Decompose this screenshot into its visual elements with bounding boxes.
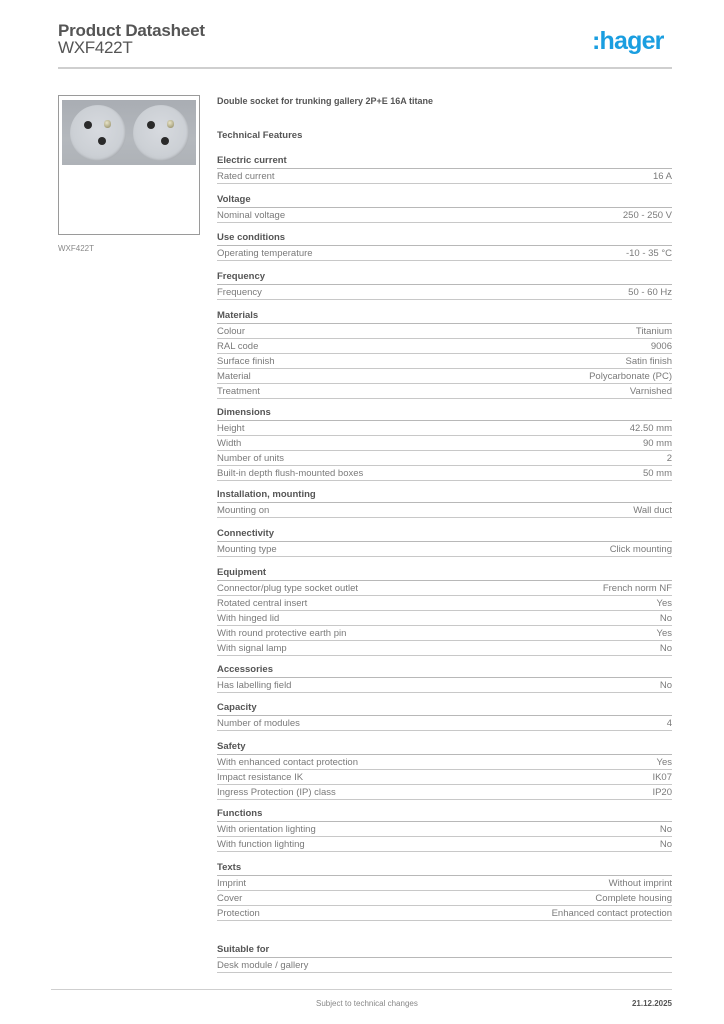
feature-section [217, 194, 672, 223]
feature-label: Mounting type [217, 543, 277, 555]
feature-label: Number of modules [217, 717, 300, 729]
feature-section [217, 862, 672, 921]
feature-row [217, 642, 672, 657]
feature-label: With orientation lighting [217, 823, 316, 835]
product-image [62, 100, 196, 165]
technical-features-title: Technical Features [217, 130, 303, 141]
feature-row [217, 422, 672, 437]
feature-value: Yes [656, 756, 672, 768]
product-description: Double socket for trunking gallery 2P+E 16A titane [217, 96, 433, 106]
feature-value: No [659, 823, 672, 835]
feature-label: Colour [217, 325, 245, 337]
section-heading: Equipment [217, 567, 672, 581]
feature-value: 16 A [652, 170, 672, 182]
feature-value: French norm NF [602, 582, 672, 594]
feature-label: Has labelling field [217, 679, 292, 691]
feature-value: Wall duct [633, 504, 672, 516]
feature-row [217, 452, 672, 467]
socket-hole [161, 137, 169, 145]
feature-value: Titanium [635, 325, 672, 337]
feature-section [217, 702, 672, 731]
feature-row [217, 325, 672, 340]
feature-value: Enhanced contact protection [551, 907, 672, 919]
feature-label: RAL code [217, 340, 259, 352]
product-reference: WXF422T [58, 38, 133, 57]
header-divider [58, 67, 672, 69]
feature-section [217, 232, 672, 261]
page-title: Product Datasheet [58, 21, 205, 40]
feature-row [217, 892, 672, 907]
feature-label: Mounting on [217, 504, 270, 516]
feature-row [217, 612, 672, 627]
feature-row [217, 437, 672, 452]
feature-value: Without imprint [608, 877, 672, 889]
feature-section [217, 567, 672, 656]
section-heading: Use conditions [217, 232, 672, 246]
socket-hole [98, 137, 106, 145]
feature-section [217, 489, 672, 518]
feature-label: Connector/plug type socket outlet [217, 582, 359, 594]
feature-row [217, 717, 672, 732]
image-caption: WXF422T [58, 244, 95, 253]
feature-row [217, 247, 672, 262]
section-heading: Electric current [217, 155, 672, 169]
feature-value: 42.50 mm [629, 422, 672, 434]
feature-label: Treatment [217, 385, 260, 397]
feature-label: With function lighting [217, 838, 305, 850]
feature-row [217, 286, 672, 301]
feature-value: 2 [666, 452, 672, 464]
footer-note: Subject to technical changes [316, 999, 418, 1008]
section-heading: Safety [217, 741, 672, 755]
feature-label: With signal lamp [217, 642, 287, 654]
feature-value: Polycarbonate (PC) [589, 370, 672, 382]
hager-logo: :hager [592, 27, 664, 55]
feature-row [217, 355, 672, 370]
feature-value: Click mounting [609, 543, 672, 555]
feature-value: Satin finish [625, 355, 672, 367]
feature-section [217, 310, 672, 399]
feature-row [217, 467, 672, 482]
feature-row [217, 823, 672, 838]
section-heading: Capacity [217, 702, 672, 716]
feature-value: No [659, 612, 672, 624]
feature-label: Built-in depth flush-mounted boxes [217, 467, 364, 479]
feature-label: Rotated central insert [217, 597, 308, 609]
feature-row [217, 877, 672, 892]
footer-divider [51, 989, 672, 990]
feature-value: 50 mm [642, 467, 672, 479]
section-heading: Accessories [217, 664, 672, 678]
feature-label: Ingress Protection (IP) class [217, 786, 336, 798]
feature-row [217, 582, 672, 597]
feature-row [217, 838, 672, 853]
feature-row [217, 771, 672, 786]
feature-value: No [659, 679, 672, 691]
product-image-frame [58, 95, 200, 235]
feature-value: 50 - 60 Hz [628, 286, 672, 298]
feature-row [217, 959, 672, 974]
section-heading: Installation, mounting [217, 489, 672, 503]
feature-row [217, 170, 672, 185]
footer-date: 21.12.2025 [631, 999, 672, 1008]
feature-label: With round protective earth pin [217, 627, 347, 639]
feature-label: Impact resistance IK [217, 771, 304, 783]
feature-section [217, 808, 672, 852]
feature-label: Rated current [217, 170, 275, 182]
feature-label: Width [217, 437, 242, 449]
feature-label: Material [217, 370, 251, 382]
feature-label: Desk module / gallery [217, 959, 309, 971]
feature-section [217, 664, 672, 693]
feature-value: -10 - 35 °C [625, 247, 672, 259]
feature-value: No [659, 838, 672, 850]
section-heading: Dimensions [217, 407, 672, 421]
earth-pin [167, 120, 174, 128]
feature-value: IP20 [652, 786, 672, 798]
feature-label: Number of units [217, 452, 285, 464]
feature-value: Yes [656, 627, 672, 639]
feature-row [217, 679, 672, 694]
feature-row [217, 907, 672, 922]
feature-label: With hinged lid [217, 612, 280, 624]
feature-value: 4 [666, 717, 672, 729]
feature-label: Frequency [217, 286, 262, 298]
feature-row [217, 543, 672, 558]
feature-value: 90 mm [642, 437, 672, 449]
feature-label: Protection [217, 907, 260, 919]
section-heading: Materials [217, 310, 672, 324]
section-heading: Functions [217, 808, 672, 822]
feature-section [217, 271, 672, 300]
section-heading: Connectivity [217, 528, 672, 542]
socket-hole [84, 121, 92, 129]
feature-value: 250 - 250 V [622, 209, 672, 221]
socket-icon [133, 105, 189, 161]
feature-section [217, 741, 672, 800]
feature-label: Surface finish [217, 355, 275, 367]
feature-label: With enhanced contact protection [217, 756, 359, 768]
feature-section [217, 155, 672, 184]
section-heading: Suitable for [217, 944, 672, 958]
feature-section [217, 407, 672, 481]
feature-row [217, 786, 672, 801]
section-heading: Frequency [217, 271, 672, 285]
feature-row [217, 597, 672, 612]
feature-row [217, 627, 672, 642]
feature-section [217, 528, 672, 557]
socket-hole [147, 121, 155, 129]
feature-value: Complete housing [595, 892, 672, 904]
feature-label: Operating temperature [217, 247, 313, 259]
feature-row [217, 385, 672, 400]
feature-label: Cover [217, 892, 243, 904]
feature-label: Nominal voltage [217, 209, 286, 221]
feature-value: Yes [656, 597, 672, 609]
earth-pin [104, 120, 111, 128]
section-heading: Texts [217, 862, 672, 876]
feature-row [217, 370, 672, 385]
feature-value: No [659, 642, 672, 654]
feature-value: 9006 [650, 340, 672, 352]
feature-row [217, 504, 672, 519]
feature-row [217, 340, 672, 355]
feature-value: IK07 [652, 771, 672, 783]
feature-row [217, 756, 672, 771]
section-heading: Voltage [217, 194, 672, 208]
feature-row [217, 209, 672, 224]
feature-label: Imprint [217, 877, 247, 889]
feature-value: Varnished [629, 385, 672, 397]
socket-icon [70, 105, 126, 161]
feature-label: Height [217, 422, 245, 434]
feature-section [217, 944, 672, 973]
